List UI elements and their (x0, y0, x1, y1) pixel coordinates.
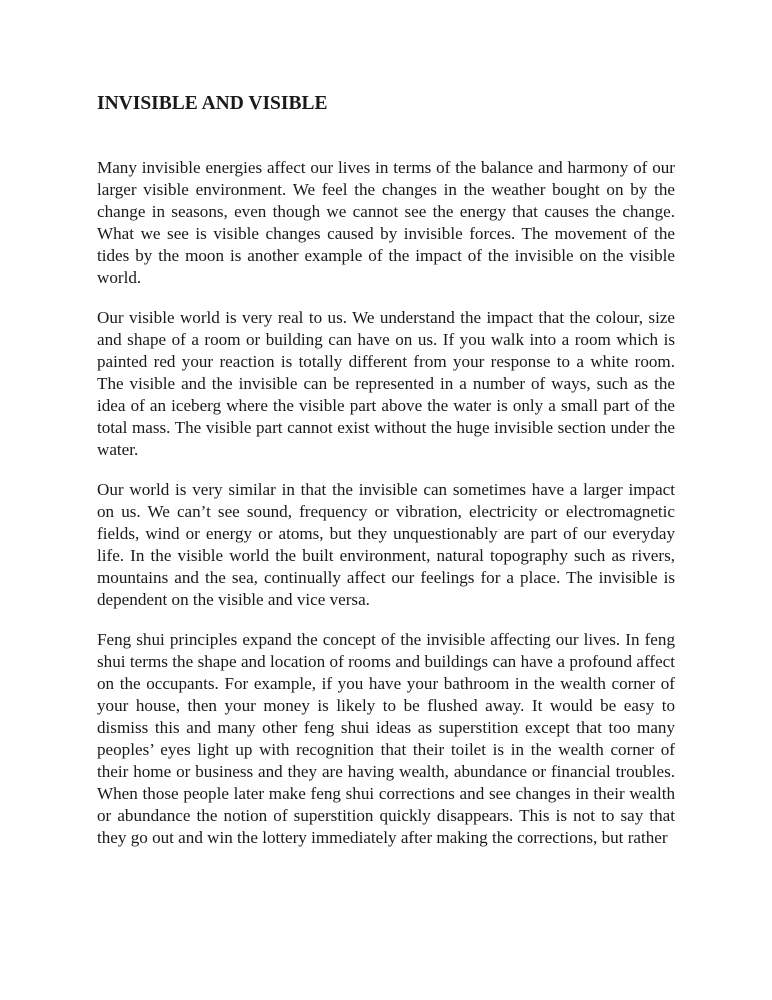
paragraph-2: Our visible world is very real to us. We understand the impact that the colour, size and shape of a room or building can have on us. If you walk into a room which is painted red your reaction is totally different from your response to a white room. The visible and the invisible can be represented in a number of ways, such as the idea of an iceberg where the visible part above the water is only a small part of the total mass. The visible part cannot exist without the huge invisible section under the water. (97, 308, 675, 459)
paragraph-4: Feng shui principles expand the concept of the invisible affecting our lives. In feng shui terms the shape and location of rooms and buildings can have a profound affect on the occupants. For example, if you have your bathroom in the wealth corner of your house, then your money is likely to be flushed away. It would be easy to dismiss this and many other feng shui ideas as superstition except that too many peoples’ eyes light up with recognition that their toilet is in the wealth corner of their home or business and they are having wealth, abundance or financial troubles. When those people later make feng shui corrections and see changes in their wealth or abundance the notion of superstition quickly disappears. This is not to say that they go out and win the lottery immediately after making the corrections, but rather (97, 630, 675, 847)
page-title: INVISIBLE AND VISIBLE (97, 93, 328, 114)
paragraph-3: Our world is very similar in that the invisible can sometimes have a larger impact on us. We can’t see sound, frequency or vibration, electricity or electromagnetic fields, wind or energy or atoms, but they unquestionably are part of our everyday life. In the visible world the built environment, natural topography such as rivers, mountains and the sea, continually affect our feelings for a place. The invisible is dependent on the visible and vice versa. (97, 480, 675, 609)
document-body (97, 93, 675, 867)
paragraph-1: Many invisible energies affect our lives in terms of the balance and harmony of our larger visible environment. We feel the changes in the weather bought on by the change in seasons, even though we cannot see the energy that causes the change. What we see is visible changes caused by invisible forces. The movement of the tides by the moon is another example of the impact of the invisible on the visible world. (97, 158, 675, 287)
